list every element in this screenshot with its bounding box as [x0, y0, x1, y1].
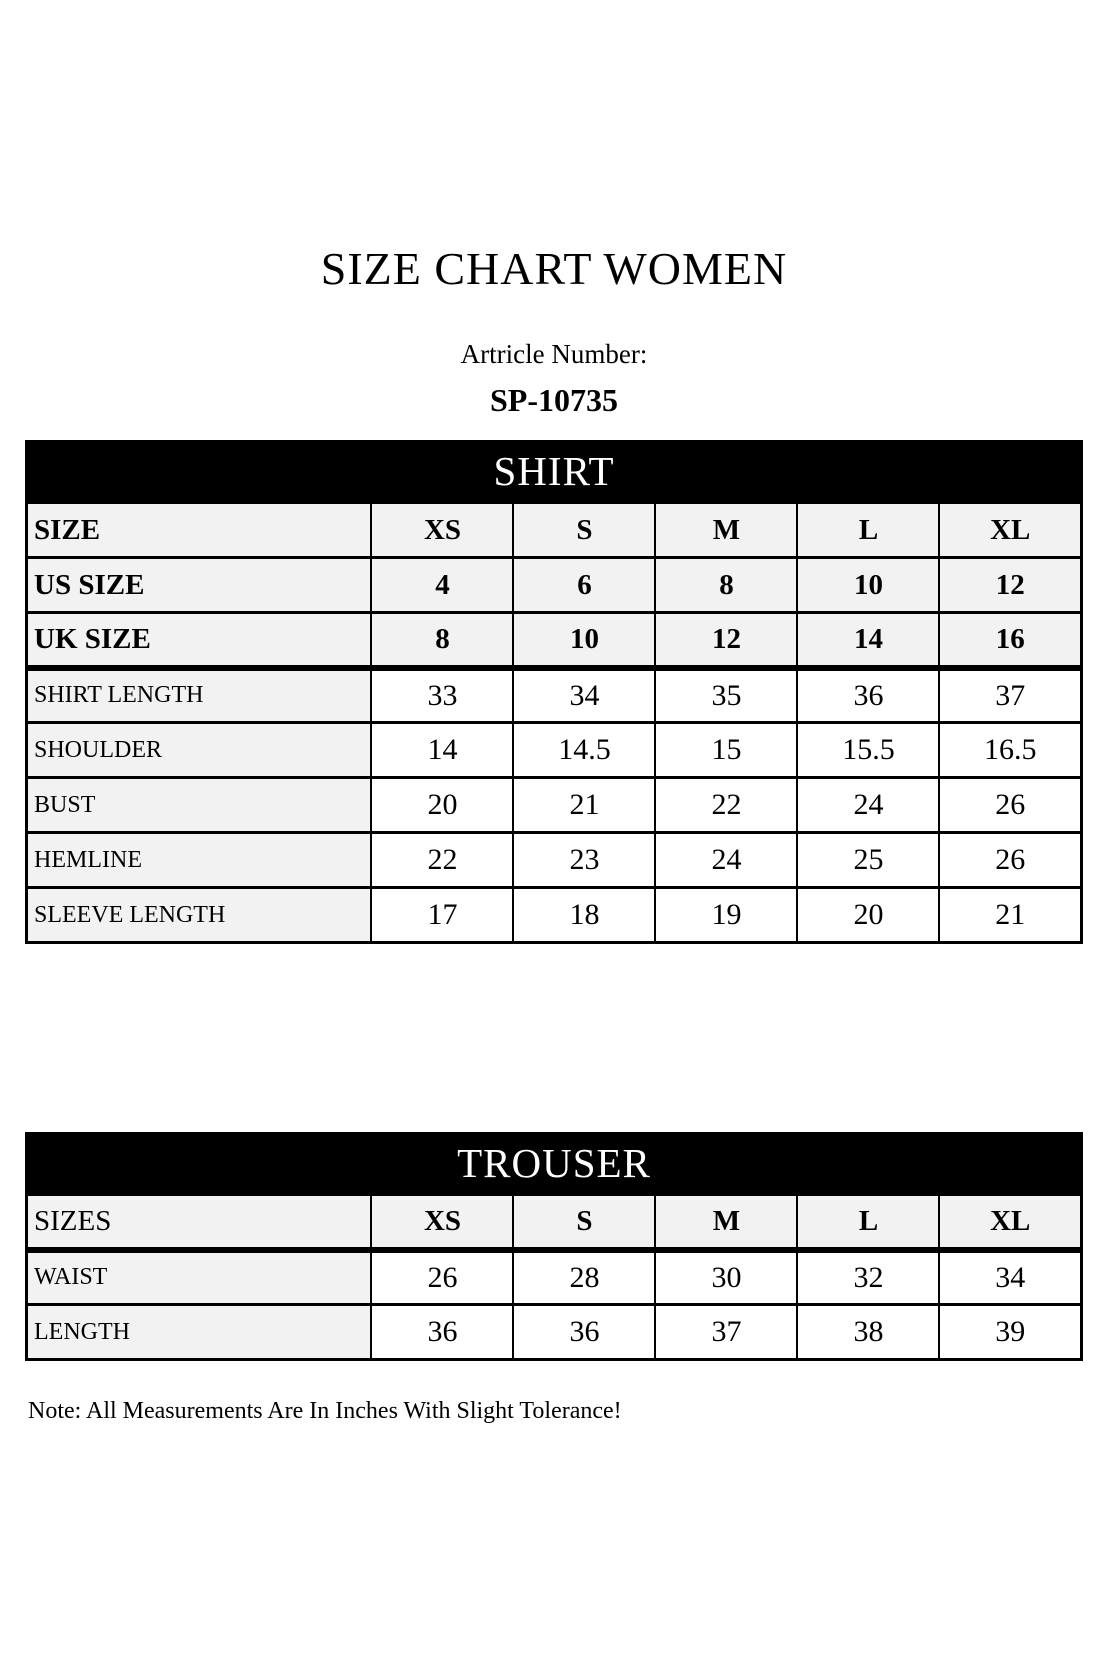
- table-row: [27, 833, 1082, 888]
- value-cell: 34: [513, 668, 655, 723]
- row-label-cell: SHIRT LENGTH: [27, 668, 372, 723]
- page-title: SIZE CHART WOMEN: [320, 243, 788, 294]
- value-cell: 4: [371, 558, 513, 613]
- value-cell: 10: [797, 558, 939, 613]
- value-cell: XL: [939, 503, 1081, 558]
- value-cell: 16: [939, 613, 1081, 668]
- value-cell: 15.5: [797, 723, 939, 778]
- row-label-cell: US SIZE: [27, 558, 372, 613]
- value-cell: L: [797, 503, 939, 558]
- row-label-cell: WAIST: [27, 1250, 372, 1305]
- value-cell: XL: [939, 1195, 1081, 1250]
- table-row: [27, 888, 1082, 943]
- value-cell: XS: [371, 1195, 513, 1250]
- value-cell: S: [513, 503, 655, 558]
- table-row: [27, 1250, 1082, 1305]
- row-label-cell: SIZE: [27, 503, 372, 558]
- value-cell: 26: [371, 1250, 513, 1305]
- value-cell: 26: [939, 778, 1081, 833]
- row-label-cell: LENGTH: [27, 1305, 372, 1360]
- value-cell: 37: [655, 1305, 797, 1360]
- table-row: [27, 778, 1082, 833]
- table-row: [27, 558, 1082, 613]
- value-cell: 12: [655, 613, 797, 668]
- value-cell: XS: [371, 503, 513, 558]
- value-cell: 39: [939, 1305, 1081, 1360]
- article-number-label: Artricle Number:: [460, 339, 648, 369]
- trouser-size-section: [25, 1132, 1083, 1361]
- row-label-cell: HEMLINE: [27, 833, 372, 888]
- value-cell: 26: [939, 833, 1081, 888]
- value-cell: 22: [655, 778, 797, 833]
- table-row: [27, 613, 1082, 668]
- shirt-size-section: [25, 440, 1083, 944]
- value-cell: 22: [371, 833, 513, 888]
- value-cell: 16.5: [939, 723, 1081, 778]
- value-cell: 21: [513, 778, 655, 833]
- row-label-cell: SLEEVE LENGTH: [27, 888, 372, 943]
- value-cell: 6: [513, 558, 655, 613]
- value-cell: 8: [371, 613, 513, 668]
- value-cell: M: [655, 1195, 797, 1250]
- table-row: [27, 503, 1082, 558]
- value-cell: 24: [655, 833, 797, 888]
- trouser-table-banner: TROUSER: [25, 1132, 1083, 1193]
- value-cell: 17: [371, 888, 513, 943]
- value-cell: 12: [939, 558, 1081, 613]
- value-cell: 34: [939, 1250, 1081, 1305]
- value-cell: S: [513, 1195, 655, 1250]
- row-label-cell: UK SIZE: [27, 613, 372, 668]
- value-cell: 20: [797, 888, 939, 943]
- table-row: [27, 668, 1082, 723]
- value-cell: 38: [797, 1305, 939, 1360]
- value-cell: 36: [371, 1305, 513, 1360]
- value-cell: 10: [513, 613, 655, 668]
- value-cell: 23: [513, 833, 655, 888]
- value-cell: 28: [513, 1250, 655, 1305]
- value-cell: L: [797, 1195, 939, 1250]
- row-label-cell: SHOULDER: [27, 723, 372, 778]
- note-text: Note: All Measurements Are In Inches With Slight Tolerance!: [28, 1398, 622, 1424]
- value-cell: 18: [513, 888, 655, 943]
- value-cell: 33: [371, 668, 513, 723]
- value-cell: 15: [655, 723, 797, 778]
- value-cell: 25: [797, 833, 939, 888]
- value-cell: 19: [655, 888, 797, 943]
- article-number-value: SP-10735: [490, 382, 618, 418]
- value-cell: 8: [655, 558, 797, 613]
- value-cell: 30: [655, 1250, 797, 1305]
- shirt-table-banner: SHIRT: [25, 440, 1083, 501]
- value-cell: 14: [371, 723, 513, 778]
- value-cell: 36: [513, 1305, 655, 1360]
- value-cell: 36: [797, 668, 939, 723]
- row-label-cell: SIZES: [27, 1195, 372, 1250]
- value-cell: M: [655, 503, 797, 558]
- value-cell: 14: [797, 613, 939, 668]
- shirt-size-table: [25, 501, 1083, 944]
- value-cell: 14.5: [513, 723, 655, 778]
- table-row: [27, 1195, 1082, 1250]
- value-cell: 35: [655, 668, 797, 723]
- value-cell: 32: [797, 1250, 939, 1305]
- table-row: [27, 1305, 1082, 1360]
- table-row: [27, 723, 1082, 778]
- value-cell: 24: [797, 778, 939, 833]
- value-cell: 21: [939, 888, 1081, 943]
- value-cell: 37: [939, 668, 1081, 723]
- value-cell: 20: [371, 778, 513, 833]
- row-label-cell: BUST: [27, 778, 372, 833]
- trouser-size-table: [25, 1193, 1083, 1361]
